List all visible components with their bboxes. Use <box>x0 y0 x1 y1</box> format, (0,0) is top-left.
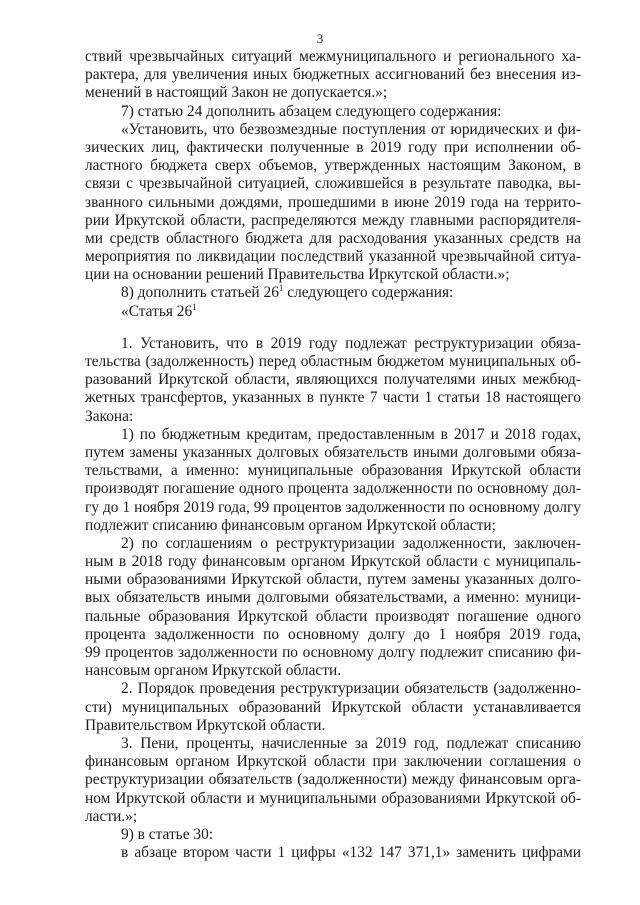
text-line: рии Иркутской области, распределяются между главными распорядителя- <box>85 211 581 229</box>
list-item-heading <box>85 284 581 302</box>
text-line: ными образованиями Иркутской области, путем замены указанных долго- <box>85 571 581 589</box>
page-number: 3 <box>316 31 324 46</box>
text-line: 1) по бюджетным кредитам, предоставленным в 2017 и 2018 годах, <box>121 425 581 443</box>
text-line: сти) муниципальных образований Иркутской области устанавливается <box>85 698 581 716</box>
text-line: жетных трансфертов, указанных в пункте 7 части 1 статьи 18 настоящего <box>85 389 581 407</box>
text-fragment: следующего содержания: <box>287 284 454 302</box>
text-line: 99 процентов задолженности по основному долгу подлежит списанию фи- <box>85 644 581 661</box>
text-line: производят погашение одного процента задолженности по основному дол- <box>85 480 581 498</box>
text-line: ласти.»; <box>85 807 138 825</box>
text-line: вых обязательств иными долговыми обязательствами, а именно: муници- <box>85 589 581 607</box>
text-line: подлежит списанию финансовым органом Иркутской области; <box>85 516 496 534</box>
text-line: ции на основании решений Правительства Иркутской области.»; <box>85 266 510 284</box>
text-line: пальные образования Иркутской области производят погашение одного <box>85 607 581 625</box>
text-line: ствий чрезвычайных ситуаций межмуниципального и регионального ха- <box>85 48 581 65</box>
text-line: зических лиц, фактически полученные в 2019 году при исполнении об- <box>85 138 581 156</box>
superscript: 1 <box>278 283 284 294</box>
list-item-heading: 7) статью 24 дополнить абзацем следующего содержания: <box>121 102 502 120</box>
text-line: процента задолженности по основному долгу до 1 ноября 2019 года, <box>85 625 581 643</box>
text-line: ном Иркутской области и муниципальными образованиями Иркутской об- <box>85 789 581 807</box>
text-fragment: «Статья 26 <box>121 302 193 320</box>
text-line: 2) по соглашениям о реструктуризации задолженности, заключен- <box>121 534 581 552</box>
text-line: 3. Пени, проценты, начисленные за 2019 год, подлежат списанию <box>121 734 581 752</box>
text-line: ми средств областного бюджета для расходования указанных средств на <box>85 229 581 247</box>
text-line: ластного бюджета сверх объемов, утвержденных настоящим Законом, в <box>85 157 581 175</box>
text-fragment: 8) дополнить статьей 26 <box>121 284 279 302</box>
text-line: званного сильными дождями, прошедшими в июне 2019 года на террито- <box>85 193 581 211</box>
text-line: в абзаце втором части 1 цифры «132 147 371,1» заменить цифрами <box>121 844 581 862</box>
text-line: Правительством Иркутской области. <box>85 716 326 734</box>
text-line: «Установить, что безвозмездные поступления от юридических и фи- <box>121 120 581 138</box>
text-line: Закона: <box>85 407 134 425</box>
text-line: нансовым органом Иркутской области. <box>85 662 342 680</box>
text-line: связи с чрезвычайной ситуацией, сложившейся в результате паводка, вы- <box>85 175 581 193</box>
text-line: ным в 2018 году финансовым органом Иркутской области с муниципаль- <box>85 553 581 571</box>
superscript: 1 <box>192 301 197 312</box>
text-line: гу до 1 ноября 2019 года, 99 процентов задолженности по основному долгу <box>85 498 581 516</box>
text-line: тельства (задолженность) перед областным бюджетом муниципальных об- <box>85 353 581 370</box>
list-item-heading: 9) в статье 30: <box>121 825 214 843</box>
text-line: тельствами, а именно: муниципальные образования Иркутской области <box>85 462 581 480</box>
document-body <box>85 48 581 862</box>
text-line: путем замены указанных долговых обязательств иными долговыми обяза- <box>85 443 581 461</box>
text-line: разований Иркутской области, являющихся получателями иных межбюд- <box>85 371 581 389</box>
spacer <box>85 321 581 335</box>
text-line: финансовым органом Иркутской области при заключении соглашения о <box>85 753 581 771</box>
text-line: реструктуризации обязательств (задолженности) между финансовым орга- <box>85 771 581 789</box>
text-line: 1. Установить, что в 2019 году подлежат реструктуризации обяза- <box>121 334 581 352</box>
text-line: менений в настоящий Закон не допускается.»; <box>85 84 388 102</box>
article-title <box>85 303 581 321</box>
text-line: мероприятия по ликвидации последствий указанной чрезвычайной ситуа- <box>85 248 581 266</box>
text-line: рактера, для увеличения иных бюджетных ассигнований без внесения из- <box>85 66 581 84</box>
text-line: 2. Порядок проведения реструктуризации обязательств (задолженно- <box>121 680 581 698</box>
